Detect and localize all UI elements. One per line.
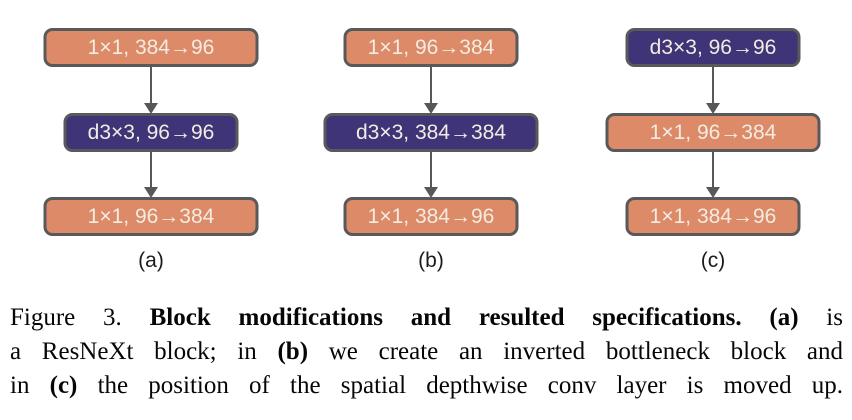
arrow-line	[430, 67, 432, 104]
figure-caption	[10, 301, 843, 403]
conv-box-label: 1×1, 96→384	[367, 36, 495, 59]
conv-box	[344, 28, 519, 67]
arrow-line	[712, 67, 714, 104]
caption-segment: Block modifications and resulted specifications. (a)	[149, 304, 799, 331]
conv-box-label: 1×1, 384→96	[87, 36, 215, 59]
caption-segment: (c)	[49, 372, 78, 399]
arrow-line	[150, 152, 152, 188]
conv-box	[44, 28, 259, 67]
conv-box	[626, 197, 801, 236]
dwconv-box	[324, 113, 539, 152]
block-column-b	[311, 0, 551, 290]
arrow-line	[150, 67, 152, 104]
block-column-a	[31, 0, 271, 290]
dwconv-box	[626, 28, 801, 67]
arrow-line	[430, 152, 432, 188]
dwconv-box-label: d3×3, 96→96	[649, 36, 777, 59]
conv-box	[44, 197, 259, 236]
dwconv-box-label: d3×3, 96→96	[87, 121, 215, 144]
subfigure-label: (a)	[138, 249, 164, 272]
caption-segment: we create an inverted bottleneck block and	[308, 338, 843, 365]
caption-segment: the position of the spatial depthwise conv layer is moved up.	[77, 372, 843, 399]
block-column-c	[593, 0, 833, 290]
caption-segment: (b)	[277, 338, 309, 365]
conv-box-label: 1×1, 384→96	[367, 205, 495, 228]
conv-box	[344, 197, 519, 236]
conv-box-label: 1×1, 96→384	[649, 121, 777, 144]
conv-box-label: 1×1, 96→384	[87, 205, 215, 228]
caption-line	[10, 335, 843, 369]
dwconv-box-label: d3×3, 384→384	[355, 121, 507, 144]
caption-line	[10, 369, 843, 403]
caption-line	[10, 301, 843, 335]
caption-segment: a ResNeXt block; in	[10, 338, 278, 365]
conv-box	[606, 113, 821, 152]
caption-segment: Figure 3.	[10, 304, 150, 331]
arrow-line	[712, 152, 714, 188]
subfigure-label: (c)	[700, 249, 726, 272]
subfigure-label: (b)	[418, 249, 444, 272]
conv-box-label: 1×1, 384→96	[649, 205, 777, 228]
caption-segment: is	[798, 304, 843, 331]
caption-segment: in	[10, 372, 50, 399]
dwconv-box	[64, 113, 239, 152]
